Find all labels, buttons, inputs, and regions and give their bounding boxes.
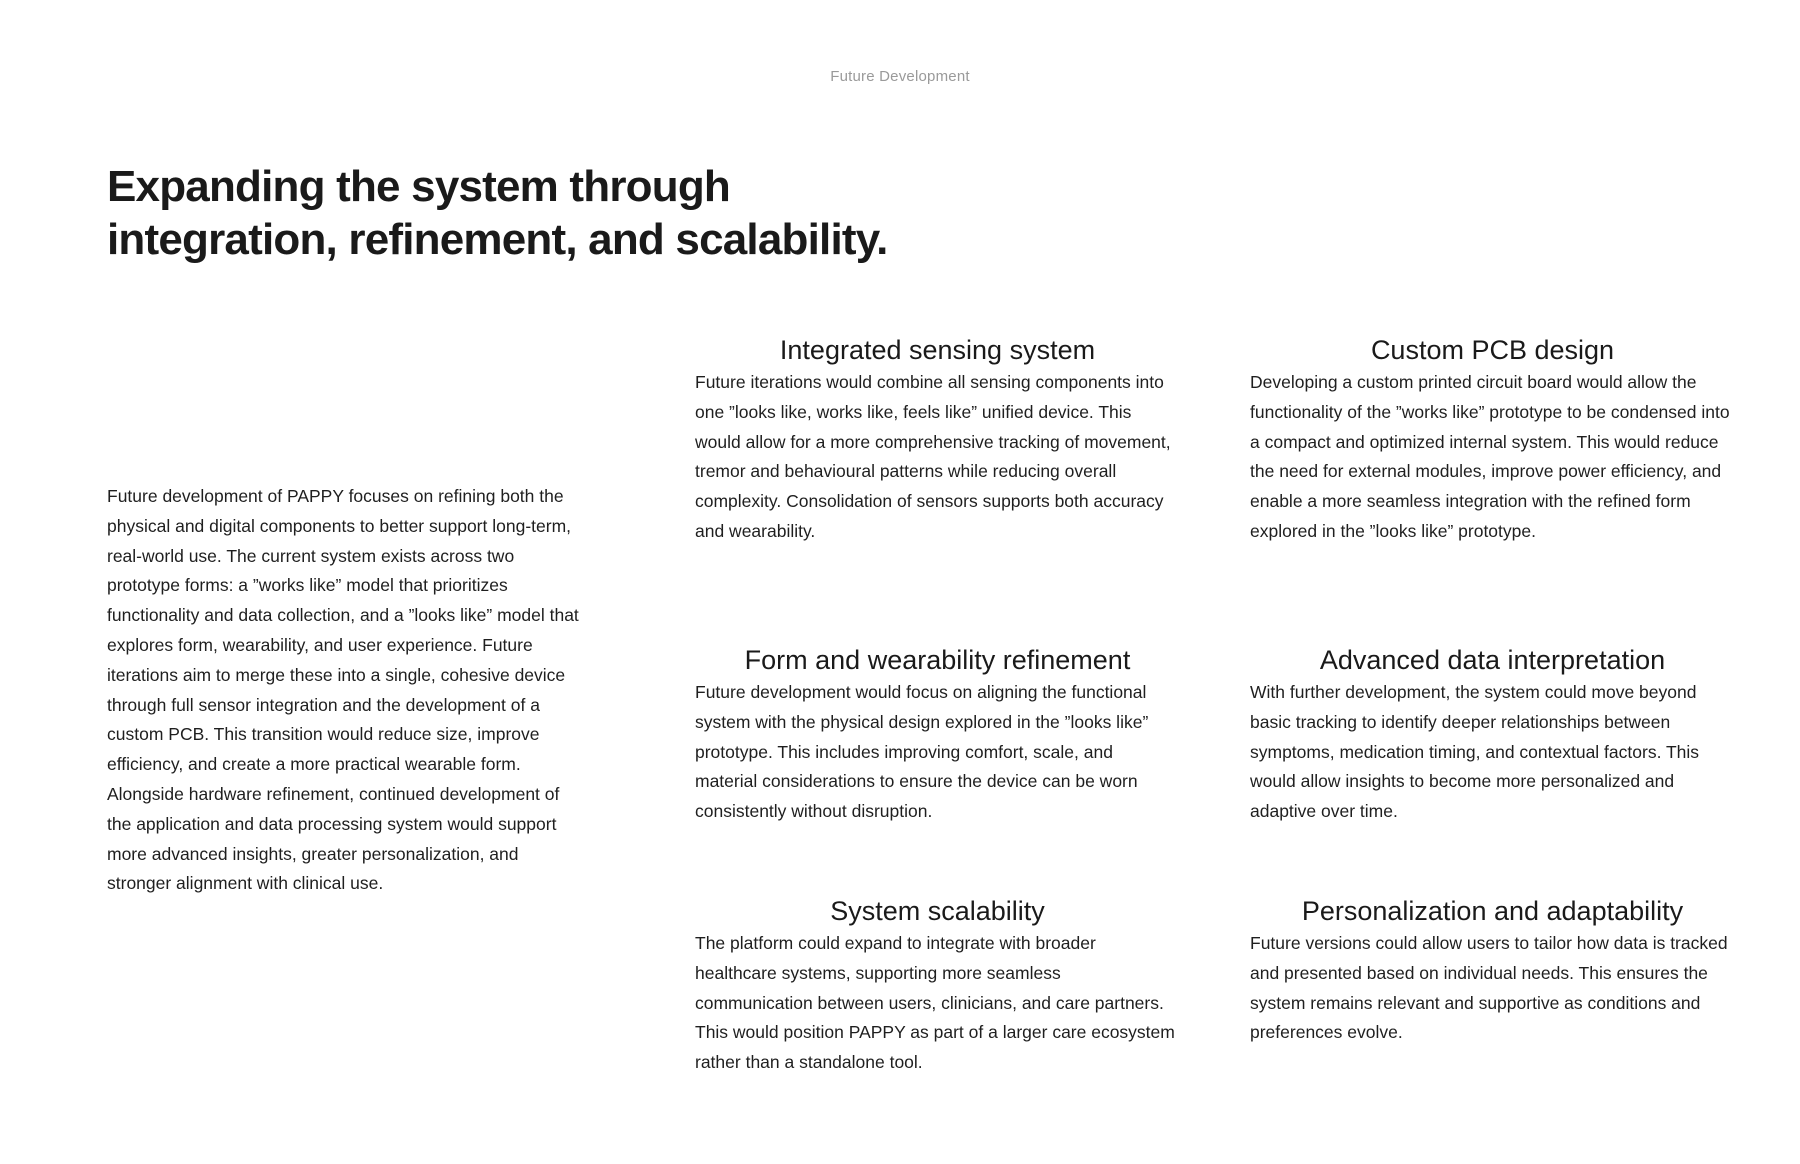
feature-card-integrated-sensing	[695, 332, 1180, 547]
feature-card-title: Personalization and adaptability	[1301, 896, 1684, 926]
section-label: Future Development	[830, 68, 970, 85]
intro-paragraph: Future development of PAPPY focuses on refining both the physical and digital components to better support long-term, real-world use. The current system exists across two prototype forms: a ”works like” model that prioritizes functionality and data collection, and a ”looks like” model that explores form, wearability, and user experience. Future iterations aim to merge these into a single, cohesive device through full sensor integration and the development of a custom PCB. This transition would reduce size, improve efficiency, and create a more practical wearable form. Alongside hardware refinement, continued development of the application and data processing system would support more advanced insights, greater personalization, and stronger alignment with clinical use.	[107, 486, 579, 894]
feature-card-form-wearability	[695, 642, 1180, 827]
page-title-line-2: integration, refinement, and scalability.	[107, 215, 888, 264]
feature-card-custom-pcb	[1250, 332, 1735, 547]
feature-card-body: With further development, the system could move beyond basic tracking to identify deeper relationships between symptoms, medication timing, and contextual factors. This would allow insights to become more personalized and adaptive over time.	[1250, 682, 1700, 822]
feature-card-title: Custom PCB design	[1370, 335, 1615, 365]
feature-card-body: Future iterations would combine all sensing components into one ”looks like, works like, feels like” unified device. This would allow for a more comprehensive tracking of movement, tremor and behavioural patterns while reducing overall complexity. Consolidation of sensors supports both accuracy and wearability.	[695, 372, 1171, 541]
feature-card-personalization	[1250, 893, 1735, 1048]
page-title-line-1: Expanding the system through	[107, 162, 730, 211]
page-title	[107, 160, 1007, 266]
feature-card-body: The platform could expand to integrate with broader healthcare systems, supporting more seamless communication between users, clinicians, and care partners. This would position PAPPY as part of a larger care ecosystem rather than a standalone tool.	[695, 933, 1175, 1073]
feature-card-title: Form and wearability refinement	[744, 645, 1131, 675]
feature-card-body: Future development would focus on aligning the functional system with the physical design explored in the ”looks like” prototype. This includes improving comfort, scale, and material considerations to ensure the device can be worn consistently without disruption.	[695, 682, 1149, 822]
feature-card-title: System scalability	[830, 896, 1045, 926]
feature-card-body: Future versions could allow users to tailor how data is tracked and presented based on individual needs. This ensures the system remains relevant and supportive as conditions and preferences evolve.	[1250, 933, 1728, 1043]
feature-card-system-scalability	[695, 893, 1180, 1078]
feature-card-advanced-data	[1250, 642, 1735, 827]
feature-card-title: Integrated sensing system	[779, 335, 1096, 365]
feature-card-title: Advanced data interpretation	[1319, 645, 1666, 675]
feature-card-body: Developing a custom printed circuit board would allow the functionality of the ”works like” prototype to be condensed into a compact and optimized internal system. This would reduce the need for external modules, improve power efficiency, and enable a more seamless integration with the refined form explored in the ”looks like” prototype.	[1250, 372, 1730, 541]
